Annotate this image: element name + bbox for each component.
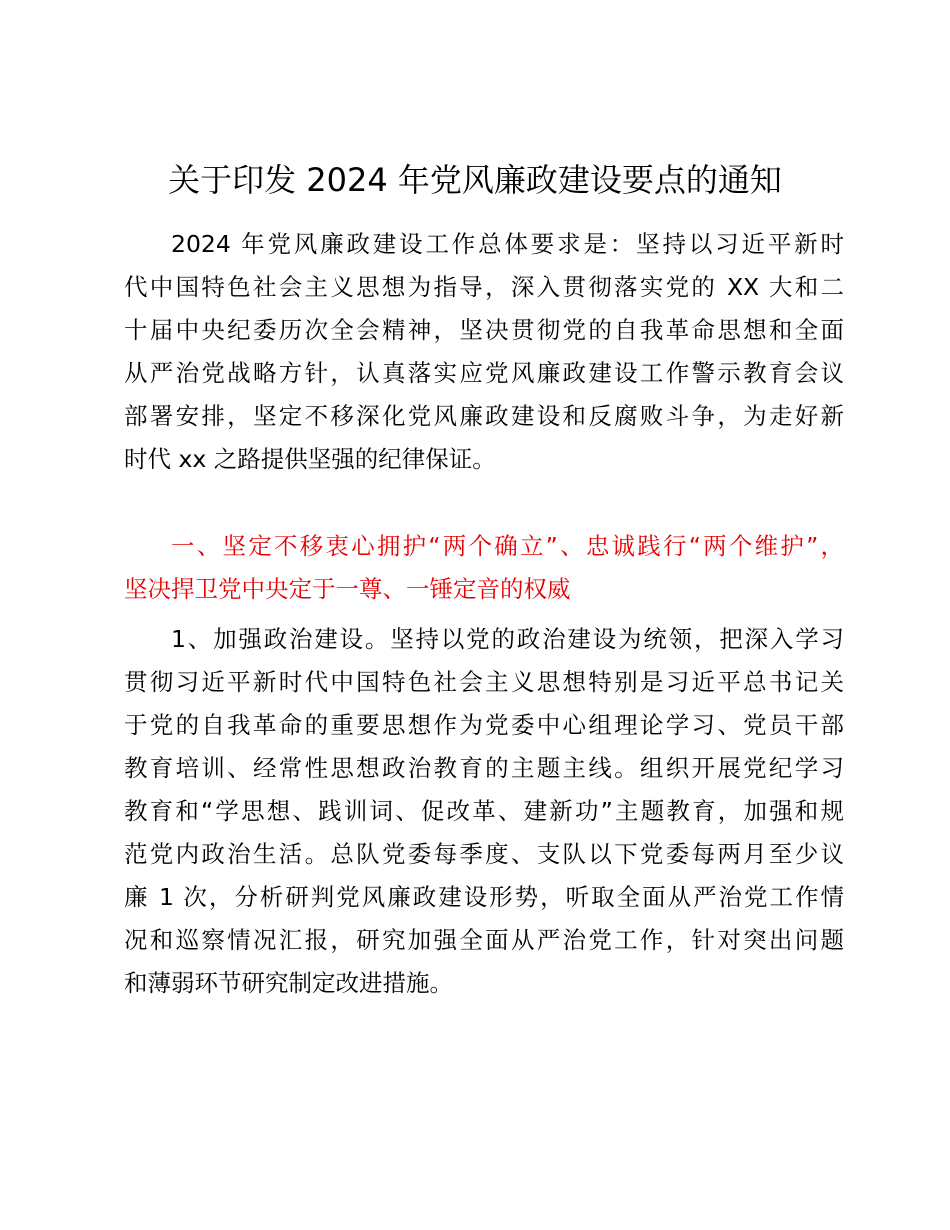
item-1-line: 贯彻习近平新时代中国特色社会主义思想特别是习近平总书记关: [124, 668, 844, 696]
intro-paragraph: [124, 223, 844, 481]
item-1-paragraph: [124, 618, 844, 1005]
item-1-line: 廉 1 次，分析研判党风廉政建设形势，听取全面从严治党工作情: [124, 883, 844, 911]
section-heading-line: 坚决捍卫党中央定于一尊、一锤定音的权威: [124, 575, 571, 603]
intro-line: 部署安排，坚定不移深化党风廉政建设和反腐败斗争，为走好新: [124, 402, 844, 430]
intro-line: 时代 xx 之路提供坚强的纪律保证。: [124, 445, 496, 473]
item-1-line: 于党的自我革命的重要思想作为党委中心组理论学习、党员干部: [124, 711, 844, 739]
item-1-line: 况和巡察情况汇报，研究加强全面从严治党工作，针对突出问题: [124, 926, 844, 954]
item-1-line: 范党内政治生活。总队党委每季度、支队以下党委每两月至少议: [124, 840, 844, 868]
item-1-line: 和薄弱环节研究制定改进措施。: [124, 969, 453, 997]
intro-line: 十届中央纪委历次全会精神，坚决贯彻党的自我革命思想和全面: [124, 316, 844, 344]
intro-line: 代中国特色社会主义思想为指导，深入贯彻落实党的 XX 大和二: [124, 273, 844, 301]
section-heading-line: 一、坚定不移衷心拥护“两个确立”、忠诚践行“两个维护”，: [171, 532, 844, 560]
item-1-line: 教育培训、经常性思想政治教育的主题主线。组织开展党纪学习: [124, 754, 844, 782]
section-heading: [124, 525, 844, 611]
intro-line: 从严治党战略方针，认真落实应党风廉政建设工作警示教育会议: [124, 359, 844, 387]
document-title: 关于印发 2024 年党风廉政建设要点的通知: [168, 161, 782, 199]
item-1-line: 1、加强政治建设。坚持以党的政治建设为统领，把深入学习: [171, 625, 844, 653]
intro-line: 2024 年党风廉政建设工作总体要求是：坚持以习近平新时: [171, 230, 844, 258]
item-1-line: 教育和“学思想、践训词、促改革、建新功”主题教育，加强和规: [124, 797, 844, 825]
